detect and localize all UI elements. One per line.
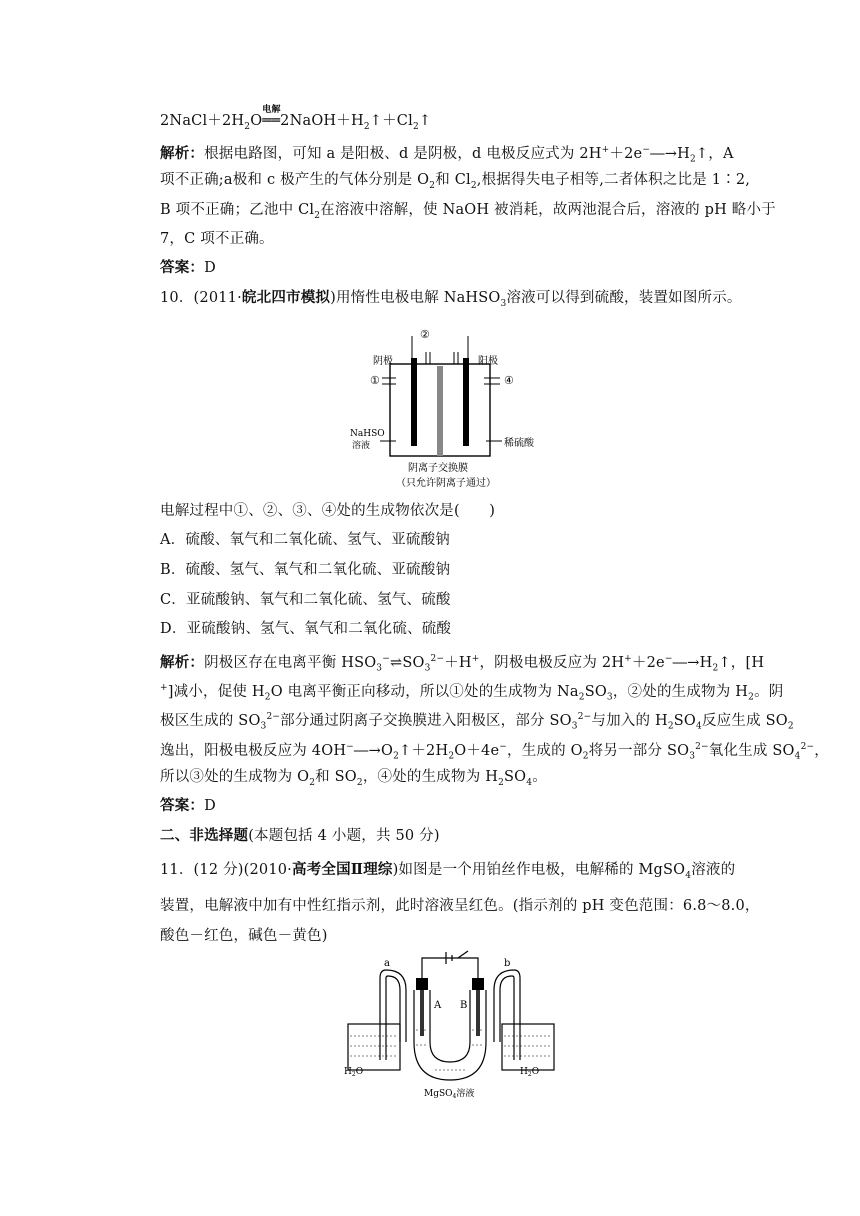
analysis2-line-4: 逸出，阳极电极反应为 $4OH^-―\to O_2↑+2H_2O+4e^-$，生成的 $O_2$将另一部分 $SO_3^{2-}$氧化生成 $SO_4^{2-}$， bbox=[160, 742, 829, 762]
u-tube-figure bbox=[340, 950, 560, 1100]
option-a: A．硫酸、氧气和二氧化硫、氢气、亚硫酸钠 bbox=[160, 532, 450, 548]
analysis-line-3: B 项不正确；乙池中 $Cl_2$在溶液中溶解，使 NaOH 被消耗，故两池混合后，溶液的 pH 略小于 bbox=[160, 202, 776, 221]
question-10: 10．(2011·皖北四市模拟)用惰性电极电解 NaHSO$_3$溶液可以得到硫酸，装置如图所示。 bbox=[160, 289, 742, 309]
water-left: $H_2O$ bbox=[344, 1067, 364, 1078]
electrode-a-label: A bbox=[434, 1000, 442, 1011]
analysis2-line-2: +]减小，促使 $H_2O$ 电离平衡正向移动，所以①处的生成物为 $Na_2SO_3$，②处的生成物为 $H_2$。阴 bbox=[160, 683, 784, 703]
option-c: C．亚硫酸钠、氧气和二氧化硫、氢气、硫酸 bbox=[160, 592, 451, 608]
analysis2-line-1: 解析：阴极区存在电离平衡 $HSO_3^-\rightleftharpoons SO_3^{2-}+H^+$，阴极电极反应为 $2H^++2e^-―\to H_2↑$，[H bbox=[160, 653, 765, 674]
label-b: b bbox=[504, 958, 511, 969]
label-1: ① bbox=[370, 374, 380, 387]
equation-line: $2NaCl+2H_2O══$ 电解 $2NaOH+H_2↑+Cl_2↑$ bbox=[160, 105, 432, 132]
option-d: D．亚硫酸钠、氢气、氧气和二氧化硫、硫酸 bbox=[160, 621, 452, 637]
option-b: B．硫酸、氢气、氧气和二氧化硫、亚硫酸钠 bbox=[160, 562, 451, 578]
solution-label: 溶液 bbox=[352, 441, 371, 451]
membrane-label: 阴离子交换膜 bbox=[408, 463, 468, 474]
question-11-line-1: 11．(12 分)(2010·高考全国Ⅱ理综)如图是一个用铂丝作电极，电解稀的 MgSO$_4$溶液的 bbox=[160, 861, 736, 881]
analysis2-line-5: 所以③处的生成物为 $O_2$和 $SO_2$，④处的生成物为 $H_2SO_4$。 bbox=[160, 769, 547, 788]
analysis-line-1: 解析：根据电路图，可知 a 是阳极、d 是阴极，d 电极反应式为 $2H^++2e^-―\to H_2↑$，A bbox=[160, 144, 734, 165]
membrane-note: （只允许阴离子通过） bbox=[396, 478, 496, 489]
cathode-label: 阴极 bbox=[373, 356, 393, 367]
analysis-line-2: 项不正确;a极和 c 极产生的气体分别是 $O_2$和 $Cl_2$,根据得失电子相等,二者体积之比是 1∶2, bbox=[160, 172, 751, 191]
water-right: $H_2O$ bbox=[520, 1067, 540, 1078]
section-heading: 二、非选择题(本题包括 4 小题，共 50 分) bbox=[160, 827, 440, 844]
label-a: a bbox=[384, 958, 390, 969]
analysis2-line-3: 极区生成的 $SO_3^{2-}$部分通过阴离子交换膜进入阳极区，部分 $SO_3^{2-}$与加入的 $H_2SO_4$反应生成 $SO_2$ bbox=[160, 712, 794, 732]
anode-label: 阳极 bbox=[478, 356, 498, 367]
nahso3-label: NaHSO bbox=[350, 429, 385, 439]
question-10-stem: 电解过程中①、②、③、④处的生成物依次是( ) bbox=[160, 503, 496, 519]
acid-label: 稀硫酸 bbox=[504, 438, 534, 449]
label-2: ② bbox=[420, 328, 430, 341]
electrode-b-label: B bbox=[460, 1000, 468, 1011]
electrolysis-equals: ══ 电解 bbox=[262, 105, 281, 129]
analysis-line-4: 7，C 项不正确。 bbox=[160, 231, 274, 247]
electrolysis-cell-figure bbox=[340, 326, 540, 492]
answer-line: 答案：D bbox=[160, 259, 216, 276]
question-11-line-2: 装置，电解液中加有中性红指示剂，此时溶液呈红色。(指示剂的 pH 变色范围：6.8～8.0， bbox=[160, 898, 760, 914]
answer-line-2: 答案：D bbox=[160, 797, 216, 814]
mgso4-label: MgSO$_4$溶液 bbox=[424, 1089, 475, 1100]
question-11-line-3: 酸色－红色，碱色－黄色) bbox=[160, 928, 328, 944]
label-4: ④ bbox=[504, 374, 514, 387]
